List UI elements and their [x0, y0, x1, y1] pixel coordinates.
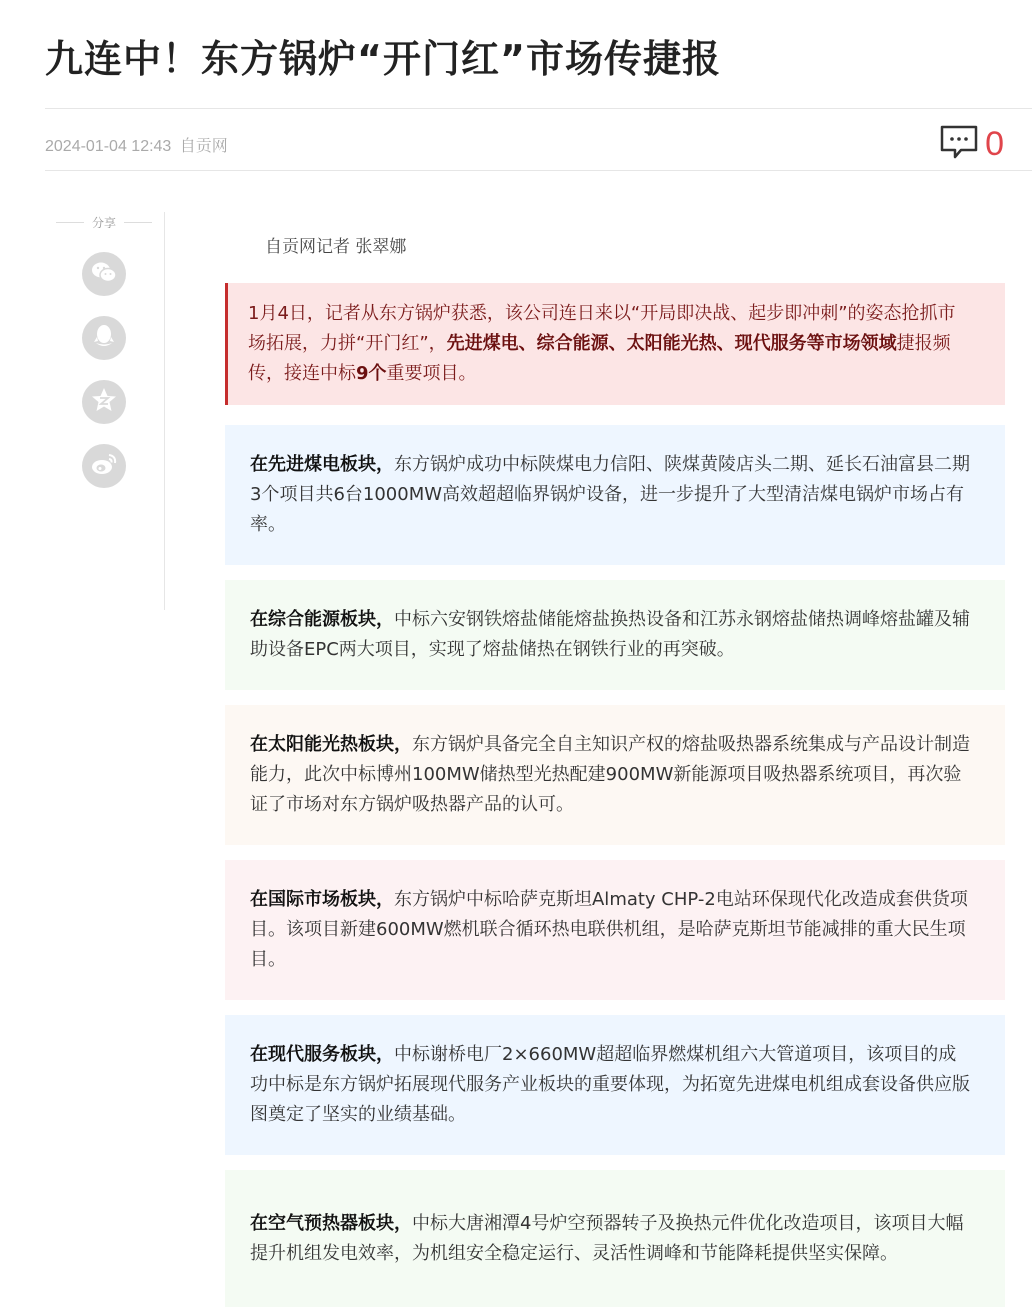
comment-button[interactable] — [939, 124, 1004, 164]
lead-highlight: 先进煤电、综合能源、太阳能光热、现代服务等市场领域 — [446, 333, 897, 354]
section-integrated-energy — [225, 580, 1005, 690]
section-text: 东方锅炉中标哈萨克斯坦Almaty CHP-2电站环保现代化改造成套供货项目。该项目新建600MW燃机联合循环热电联供机组，是哈萨克斯坦节能减排的重大民生项目。 — [250, 889, 968, 970]
qzone-icon — [91, 387, 117, 417]
section-text: 东方锅炉成功中标陕煤电力信阳、陕煤黄陵店头二期、延长石油富县二期3个项目共6台1000MW高效超超临界锅炉设备，进一步提升了大型清洁煤电锅炉市场占有率。 — [250, 454, 970, 535]
lead-text: 捷报频传，接连中标 — [248, 333, 951, 384]
section-heading: 在现代服务板块， — [250, 1044, 394, 1065]
section-text: 中标谢桥电厂2×660MW超超临界燃煤机组六大管道项目，该项目的成功中标是东方锅炉拓展现代服务产业板块的重要体现，为拓宽先进煤电机组成套设备供应版图奠定了坚实的业绩基础。 — [250, 1044, 970, 1125]
lead-paragraph — [225, 283, 1005, 405]
section-solar-thermal — [225, 705, 1005, 845]
section-heading: 在太阳能光热板块， — [250, 734, 412, 755]
section-text: 中标大唐湘潭4号炉空预器转子及换热元件优化改造项目，该项目大幅提升机组发电效率，为机组安全稳定运行、灵活性调峰和节能降耗提供坚实保障。 — [250, 1212, 964, 1264]
qq-icon — [92, 323, 116, 353]
comment-count: 0 — [985, 125, 1004, 163]
divider — [45, 170, 1032, 171]
section-heading: 在先进煤电板块， — [250, 454, 394, 475]
share-qq-button[interactable] — [82, 316, 126, 360]
share-wechat-button[interactable] — [82, 252, 126, 296]
comment-icon — [939, 124, 979, 164]
article-meta — [45, 133, 228, 156]
article-title: 九连中！东方锅炉“开门红”市场传捷报 — [45, 37, 721, 81]
publish-date: 2024-01-04 12:43 — [45, 138, 172, 155]
section-modern-service — [225, 1015, 1005, 1155]
section-text: 东方锅炉具备完全自主知识产权的熔盐吸热器系统集成与产品设计制造能力，此次中标博州100MW储热型光热配建900MW新能源项目吸热器系统项目，再次验证了市场对东方锅炉吸热器产品的认可。 — [250, 734, 970, 815]
section-heading: 在国际市场板块， — [250, 889, 394, 910]
lead-text: 重要项目。 — [386, 363, 477, 384]
weibo-icon — [90, 452, 118, 480]
source-name: 自贡网 — [179, 138, 228, 155]
share-weibo-button[interactable] — [82, 444, 126, 488]
section-coal-power — [225, 425, 1005, 565]
section-heading: 在综合能源板块， — [250, 609, 394, 630]
divider — [45, 108, 1032, 109]
share-label: 分享 — [56, 214, 152, 231]
lead-highlight: 9个 — [356, 363, 387, 384]
share-qzone-button[interactable] — [82, 380, 126, 424]
author-byline: 自贡网记者 张翠娜 — [265, 237, 407, 257]
section-text: 中标六安钢铁熔盐储能熔盐换热设备和江苏永钢熔盐储热调峰熔盐罐及辅助设备EPC两大项目，实现了熔盐储热在钢铁行业的再突破。 — [250, 609, 970, 660]
divider — [164, 212, 165, 610]
section-international — [225, 860, 1005, 1000]
share-panel — [56, 210, 166, 610]
wechat-icon — [90, 260, 118, 288]
section-heading: 在空气预热器板块， — [250, 1212, 412, 1234]
lead-text: 1月4日，记者从东方锅炉获悉，该公司连日来以“开局即决战、起步即冲刺”的姿态抢抓市场拓展，力拼“开门红”， — [248, 303, 956, 354]
section-air-preheater — [225, 1170, 1005, 1307]
